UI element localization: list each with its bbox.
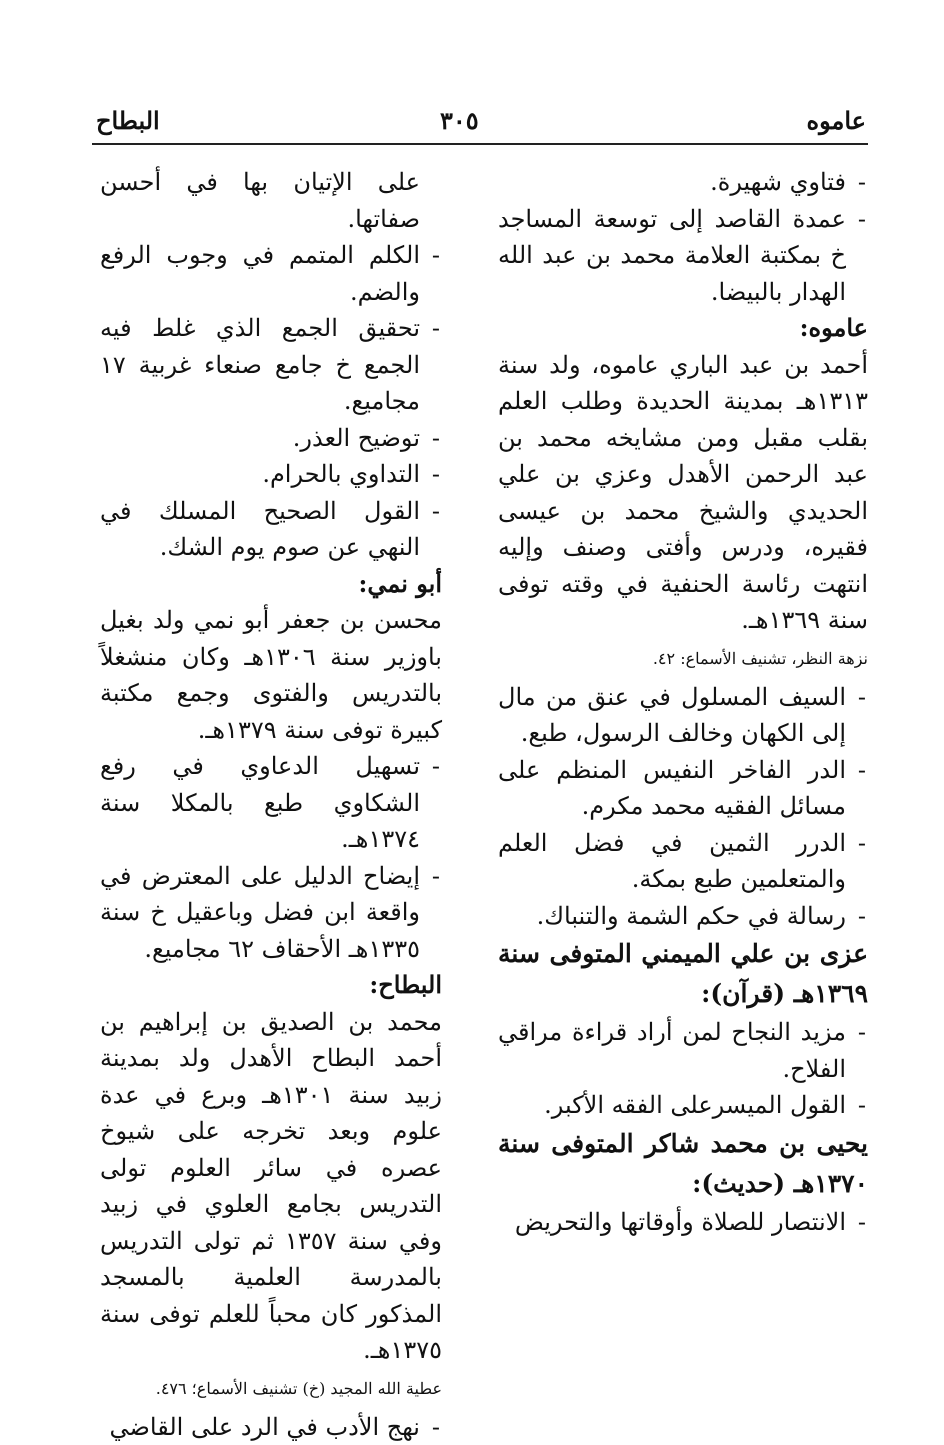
- item-text: الانتصار للصلاة وأوقاتها والتحريض: [515, 1208, 846, 1236]
- list-item: [100, 858, 442, 968]
- list-item: [498, 825, 868, 898]
- bullet-dash: -: [432, 420, 440, 457]
- bullet-dash: -: [858, 201, 866, 238]
- item-text: تسهيل الدعاوي في رفع الشكاوي طبع بالمكلا سنة ١٣٧٤هـ.: [100, 752, 420, 853]
- bullet-dash: -: [432, 858, 440, 895]
- item-text: نهج الأدب في الرد على القاضي: [110, 1413, 421, 1441]
- list-item: [498, 1014, 868, 1087]
- list-item: [498, 752, 868, 825]
- item-text: الدر الفاخر النفيس المنظم على مسائل الفقيه محمد مكرم.: [498, 756, 846, 821]
- item-text: توضيح العذر.: [293, 424, 420, 452]
- list-item: [100, 310, 442, 420]
- bullet-dash: -: [858, 1204, 866, 1241]
- item-text: عمدة القاصد إلى توسعة المساجد خ بمكتبة العلامة محمد بن عبد الله الهدار بالبيضا.: [498, 205, 846, 306]
- bullet-dash: -: [432, 237, 440, 274]
- list-item: [498, 201, 868, 311]
- item-text: الدرر الثمين في فضل العلم والمتعلمين طبع بمكة.: [498, 829, 846, 894]
- bullet-dash: -: [858, 1087, 866, 1124]
- list-item: [498, 1087, 868, 1124]
- entry-source: نزهة النظر، تشنيف الأسماع: ٤٢.: [498, 645, 868, 673]
- item-text: تحقيق الجمع الذي غلط فيه الجمع خ جامع صنعاء غربية ١٧ مجاميع.: [100, 314, 420, 415]
- entry-heading: عاموه:: [498, 310, 868, 347]
- entry-heading: أبو نمي:: [100, 566, 442, 603]
- item-text: الكلم المتمم في وجوب الرفع والضم.: [100, 241, 420, 306]
- item-text: السيف المسلول في عنق من مال إلى الكهان وخالف الرسول، طبع.: [498, 683, 846, 748]
- entry-source: عطية الله المجيد (خ) تشنيف الأسماع؛ ٤٧٦.: [100, 1375, 442, 1403]
- item-text: القول الصحيح المسلك في النهي عن صوم يوم الشك.: [100, 497, 420, 562]
- list-item: [100, 456, 442, 493]
- left-column: [100, 164, 442, 1445]
- item-text: مزيد النجاح لمن أراد قراءة مراقي الفلاح.: [498, 1018, 846, 1083]
- entry-bio: أحمد بن عبد الباري عاموه، ولد سنة ١٣١٣هـ بمدينة الحديدة وطلب العلم بقلب مقبل ومن مشايخه محمد بن عبد الرحمن الأهدل وعزي بن علي الحديدي والشيخ محمد بن عيسى فقيره، ودرس وأفتى وصنف وإليه انتهت رئاسة الحنفية في وقته توفى سنة ١٣٦٩هـ.: [498, 347, 868, 639]
- list-item: [100, 748, 442, 858]
- list-item: [100, 237, 442, 310]
- header-rule: [92, 143, 868, 145]
- item-text: التداوي بالحرام.: [262, 460, 420, 488]
- bullet-dash: -: [432, 310, 440, 347]
- list-item: [498, 164, 868, 201]
- bullet-dash: -: [858, 164, 866, 201]
- section-heading: عزى بن علي الميمني المتوفى سنة ١٣٦٩هـ (قرآن):: [498, 934, 868, 1014]
- continuation-text: على الإتيان بها في أحسن صفاتها.: [100, 164, 442, 237]
- running-header-right: عاموه: [807, 106, 866, 135]
- list-item: [498, 898, 868, 935]
- list-item: [100, 420, 442, 457]
- list-item: [100, 1409, 442, 1445]
- bullet-dash: -: [858, 1014, 866, 1051]
- item-text: إيضاح الدليل على المعترض في واقعة ابن فضل وباعقيل خ سنة ١٣٣٥هـ الأحقاف ٦٢ مجاميع.: [100, 862, 420, 963]
- bullet-dash: -: [432, 748, 440, 785]
- entry-heading: البطاح:: [100, 967, 442, 1004]
- item-text: رسالة في حكم الشمة والتنباك.: [537, 902, 846, 930]
- bullet-dash: -: [432, 493, 440, 530]
- bullet-dash: -: [858, 825, 866, 862]
- entry-bio: محسن بن جعفر أبو نمي ولد بغيل باوزير سنة ١٣٠٦هـ وكان منشغلاً بالتدريس والفتوى وجمع مكتبة كبيرة توفى سنة ١٣٧٩هـ.: [100, 602, 442, 748]
- entry-bio: محمد بن الصديق بن إبراهيم بن أحمد البطاح الأهدل ولد بمدينة زبيد سنة ١٣٠١هـ وبرع في عدة علوم وبعد تخرجه على شيوخ عصره في سائر العلوم تولى التدريس بجامع العلوي في زبيد وفي سنة ١٣٥٧ ثم تولى التدريس بالمدرسة العلمية بالمسجد المذكور كان محباً للعلم توفى سنة ١٣٧٥هـ.: [100, 1004, 442, 1369]
- bullet-dash: -: [432, 456, 440, 493]
- section-heading: يحيى بن محمد شاكر المتوفى سنة ١٣٧٠هـ (حديث):: [498, 1124, 868, 1204]
- bullet-dash: -: [432, 1409, 440, 1445]
- item-text: القول الميسرعلى الفقه الأكبر.: [544, 1091, 846, 1119]
- list-item: [100, 493, 442, 566]
- list-item: [498, 679, 868, 752]
- bullet-dash: -: [858, 898, 866, 935]
- item-text: فتاوي شهيرة.: [710, 168, 846, 196]
- running-header-left: البطاح: [96, 106, 160, 135]
- bullet-dash: -: [858, 752, 866, 789]
- list-item: [498, 1204, 868, 1241]
- bullet-dash: -: [858, 679, 866, 716]
- right-column: [498, 164, 868, 1240]
- page-number: ٣٠٥: [440, 106, 479, 135]
